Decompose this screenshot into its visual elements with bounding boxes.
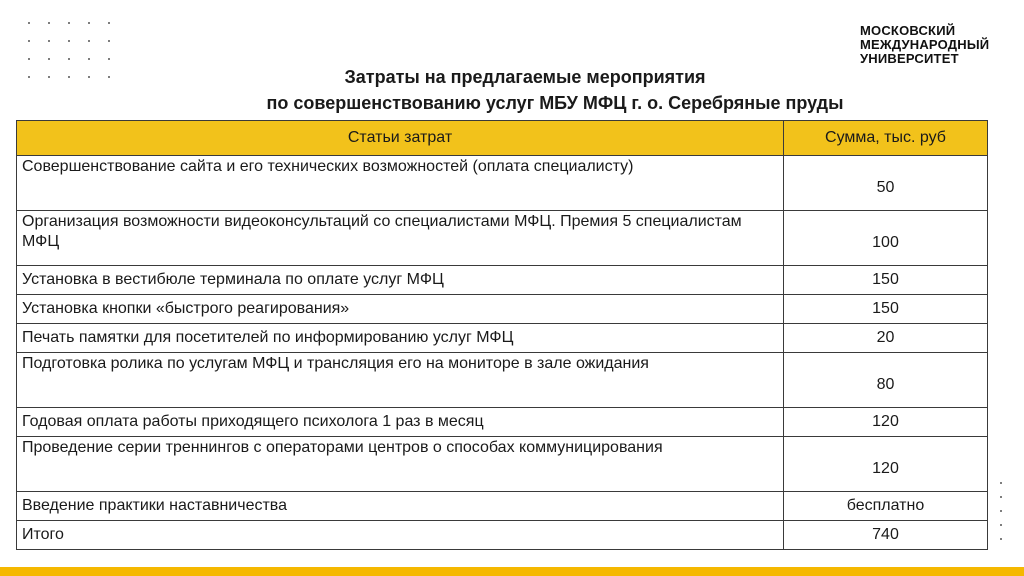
total-sum: 740	[784, 521, 988, 550]
accent-bar	[0, 567, 1024, 576]
cost-item: Установка в вестибюле терминала по оплате услуг МФЦ	[17, 266, 784, 295]
table-header-row	[17, 121, 988, 156]
logo-line-1: МОСКОВСКИЙ	[860, 23, 956, 38]
table-row	[17, 266, 988, 295]
table-total-row	[17, 521, 988, 550]
decorative-dot-column	[1000, 482, 1002, 552]
logo-line-3: УНИВЕРСИТЕТ	[860, 51, 959, 66]
title-line-2: по совершенствованию услуг МБУ МФЦ г. о. Серебряные пруды	[266, 93, 844, 113]
cost-item: Подготовка ролика по услугам МФЦ и трансляция его на мониторе в зале ожидания	[17, 353, 784, 408]
cost-sum: 100	[784, 211, 988, 266]
cost-sum: 120	[784, 437, 988, 492]
cost-sum: 150	[784, 295, 988, 324]
cost-sum: 120	[784, 408, 988, 437]
cost-item: Установка кнопки «быстрого реагирования»	[17, 295, 784, 324]
header-sum: Сумма, тыс. руб	[784, 121, 988, 156]
cost-item: Проведение серии треннингов с операторами центров о способах коммуницирования	[17, 437, 784, 492]
table-row	[17, 324, 988, 353]
table-row	[17, 211, 988, 266]
decorative-dot-grid	[28, 16, 128, 88]
title-line-1: Затраты на предлагаемые мероприятия	[344, 67, 706, 87]
table-row	[17, 353, 988, 408]
cost-item: Организация возможности видеоконсультаций со специалистами МФЦ. Премия 5 специалистам МФЦ	[17, 211, 784, 266]
cost-sum: 150	[784, 266, 988, 295]
cost-item: Введение практики наставничества	[17, 492, 784, 521]
table-row	[17, 156, 988, 211]
cost-item: Годовая оплата работы приходящего психолога 1 раз в месяц	[17, 408, 784, 437]
cost-sum: бесплатно	[784, 492, 988, 521]
cost-sum: 50	[784, 156, 988, 211]
cost-table	[16, 120, 988, 550]
university-logo	[860, 24, 989, 66]
cost-item: Совершенствование сайта и его технических возможностей (оплата специалисту)	[17, 156, 784, 211]
cost-sum: 20	[784, 324, 988, 353]
total-label: Итого	[17, 521, 784, 550]
page-title	[140, 64, 910, 116]
table-row	[17, 295, 988, 324]
table-row	[17, 492, 988, 521]
cost-item: Печать памятки для посетителей по информированию услуг МФЦ	[17, 324, 784, 353]
table-row	[17, 408, 988, 437]
logo-line-2: МЕЖДУНАРОДНЫЙ	[860, 37, 990, 52]
table-row	[17, 437, 988, 492]
cost-sum: 80	[784, 353, 988, 408]
header-item: Статьи затрат	[17, 121, 784, 156]
